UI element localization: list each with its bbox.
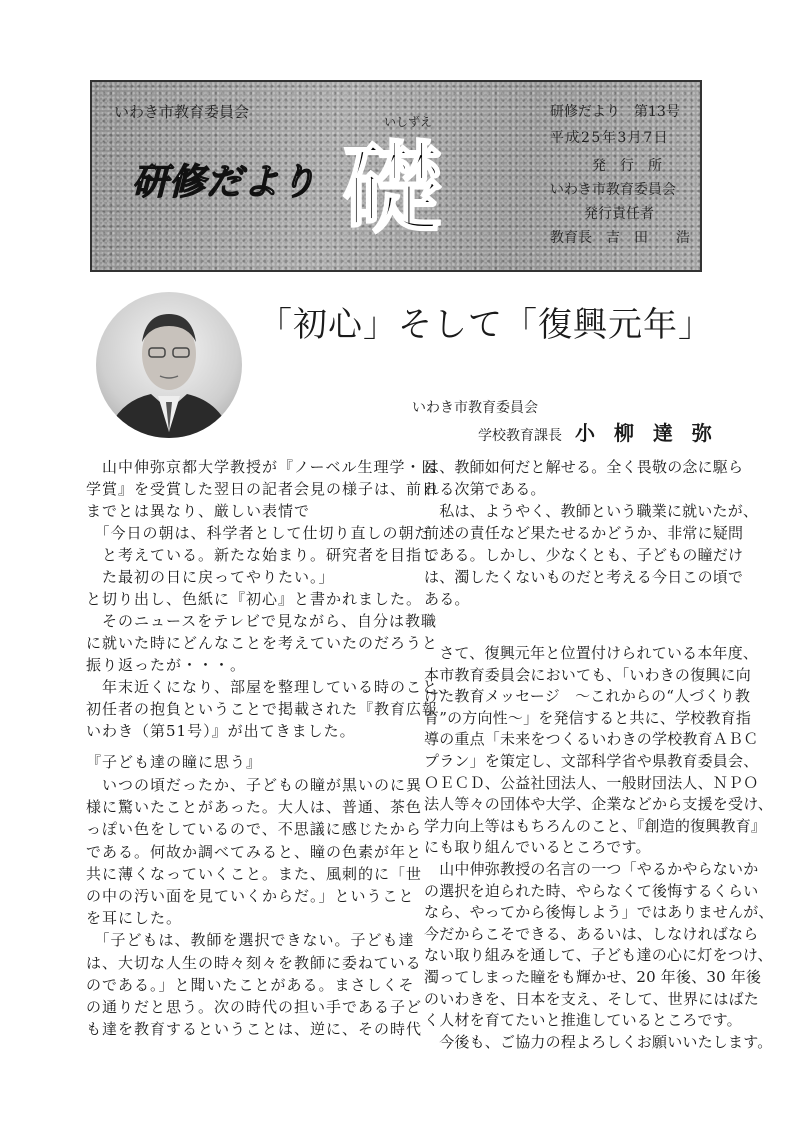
text-line: ない取り組みを通して、子ども達の心に灯をつけ、 <box>424 946 773 965</box>
text-line: 「今日の朝は、科学者として仕切り直しの朝だ <box>86 524 431 542</box>
author-name: 小 柳 達 弥 <box>575 421 718 445</box>
text-line: 初任者の抱負ということで掲載された『教育広報 <box>86 700 439 718</box>
text-line: けた教育メッセージ ～これからの“人づくり教 <box>424 687 751 706</box>
text-line: 本市教育委員会においても、「いわきの復興に向 <box>424 665 751 684</box>
responsible-person: 教育長 吉 田 浩 <box>550 230 690 246</box>
text-line: のいわきを、日本を支え、そして、世界にはばた <box>424 989 760 1008</box>
text-line: なら、やってから後悔しよう」ではありませんが、 <box>424 903 774 922</box>
text-line: 山中伸弥京都大学教授が『ノーベル生理学・医 <box>86 458 438 476</box>
text-line: 今だからこそできる、あるいは、しなければなら <box>424 924 759 943</box>
text-line: を耳にした。 <box>86 909 183 928</box>
text-line: も達を教育するということは、逆に、その時代 <box>86 1020 423 1039</box>
newsletter-name: 研修だより <box>132 162 318 203</box>
text-line: さて、復興元年と位置付けられている本年度、 <box>424 644 759 662</box>
text-line: の中の汚い面を見ていくからだ。」ということ <box>86 887 415 905</box>
masthead <box>90 80 702 272</box>
section-heading: 『子ども達の瞳に思う』 <box>86 753 263 771</box>
text-line: 濁ってしまった瞳をも輝かせ、20 年後、30 年後 <box>424 968 762 986</box>
text-line: れる次第である。 <box>424 480 546 498</box>
text-line: ＯＥＣＤ、公益社団法人、一般財団法人、ＮＰＯ <box>424 773 759 792</box>
text-line: である。しかし、少なくとも、子どもの瞳だけ <box>424 546 744 564</box>
text-line: 学賞』を受賞した翌日の記者会見の様子は、前日 <box>86 480 439 498</box>
text-line: 年末近くになり、部屋を整理している時のこと、 <box>86 678 455 696</box>
text-line: ある。 <box>424 590 470 608</box>
text-line: 振り返ったが・・・。 <box>86 656 247 674</box>
text-line: た最初の日に戻ってやりたい。」 <box>86 568 335 586</box>
text-line: までとは異なり、厳しい表情で <box>86 502 311 520</box>
issuer: いわき市教育委員会 <box>550 182 676 198</box>
text-line: は、教師如何だと解せる。全く畏敬の念に駆ら <box>424 458 744 476</box>
text-line: 共に薄くなっていくこと。また、風刺的に「世 <box>86 864 423 883</box>
text-line: 前述の責任など果たせるかどうか、非常に疑問 <box>424 524 744 542</box>
masthead-kanji: 礎 <box>342 129 442 247</box>
text-line: である。何故か調べてみると、瞳の色素が年と <box>86 842 423 861</box>
text-line: 法人等々の団体や大学、企業などから支援を受け、 <box>424 795 774 814</box>
text-line: 様に驚いたことがあった。大人は、普通、茶色 <box>86 798 422 817</box>
text-line: は、大切な人生の時々刻々を教師に委ねている <box>86 953 422 972</box>
text-line: 私は、ようやく、教師という職業に就いたが、 <box>424 502 759 520</box>
text-line: 今後も、ご協力の程よろしくお願いいたします。 <box>424 1032 773 1051</box>
author-title: 学校教育課長 <box>478 428 562 444</box>
issue-date: 平成25年3月7日 <box>550 130 670 146</box>
text-line: に就いた時にどんなことを考えていたのだろうと <box>86 634 439 652</box>
text-line: 導の重点「未来をつくるいわきの学校教育ＡＢＣ <box>424 730 759 749</box>
issue-number: 研修だより 第13号 <box>550 104 680 120</box>
text-line: いつの頃だったか、子どもの瞳が黒いのに異 <box>86 776 423 794</box>
portrait-image <box>96 292 242 438</box>
article-title: 「初心」そして「復興元年」 <box>258 305 713 345</box>
text-line: にも取り組んでいるところです。 <box>424 838 651 857</box>
text-line: プラン」を策定し、文部科学省や県教育委員会、 <box>424 752 759 770</box>
text-line: 山中伸弥教授の名言の一つ「やるかやらないか <box>424 860 759 878</box>
text-line: 育”の方向性～」を発信すると共に、学校教育指 <box>424 708 752 727</box>
author-photo <box>96 292 242 438</box>
text-line: っぽい色をしているので、不思議に感じたから <box>86 820 422 839</box>
author-organization: いわき市教育委員会 <box>412 400 538 416</box>
masthead-ruby: いしずえ <box>384 115 433 129</box>
text-line: いわき（第51号）』が出てきました。 <box>86 722 356 740</box>
issuer-label: 発 行 所 <box>592 158 662 174</box>
text-line: 「子どもは、教師を選択できない。子ども達 <box>86 931 415 950</box>
text-line: く人材を育てたいと推進しているところです。 <box>424 1011 742 1030</box>
text-line: は、濁したくないものだと考える今日この頃で <box>424 568 744 586</box>
publisher-top: いわき市教育委員会 <box>114 103 250 121</box>
text-line: そのニュースをテレビで見ながら、自分は教職 <box>86 612 437 630</box>
text-line: の通りだと思う。次の時代の担い手である子ど <box>86 998 423 1016</box>
responsible-label: 発行責任者 <box>584 206 654 222</box>
text-line: と考えている。新たな始まり。研究者を目指し <box>86 546 439 564</box>
text-line: と切り出し、色紙に『初心』と書かれました。 <box>86 590 423 608</box>
text-line: の選択を迫られた時、やらなくて後悔するくらい <box>424 881 759 900</box>
text-line: 学力向上等はもちろんのこと、『創造的復興教育』 <box>424 816 767 835</box>
text-line: のである。」と聞いたことがある。まさしくそ <box>86 975 415 994</box>
